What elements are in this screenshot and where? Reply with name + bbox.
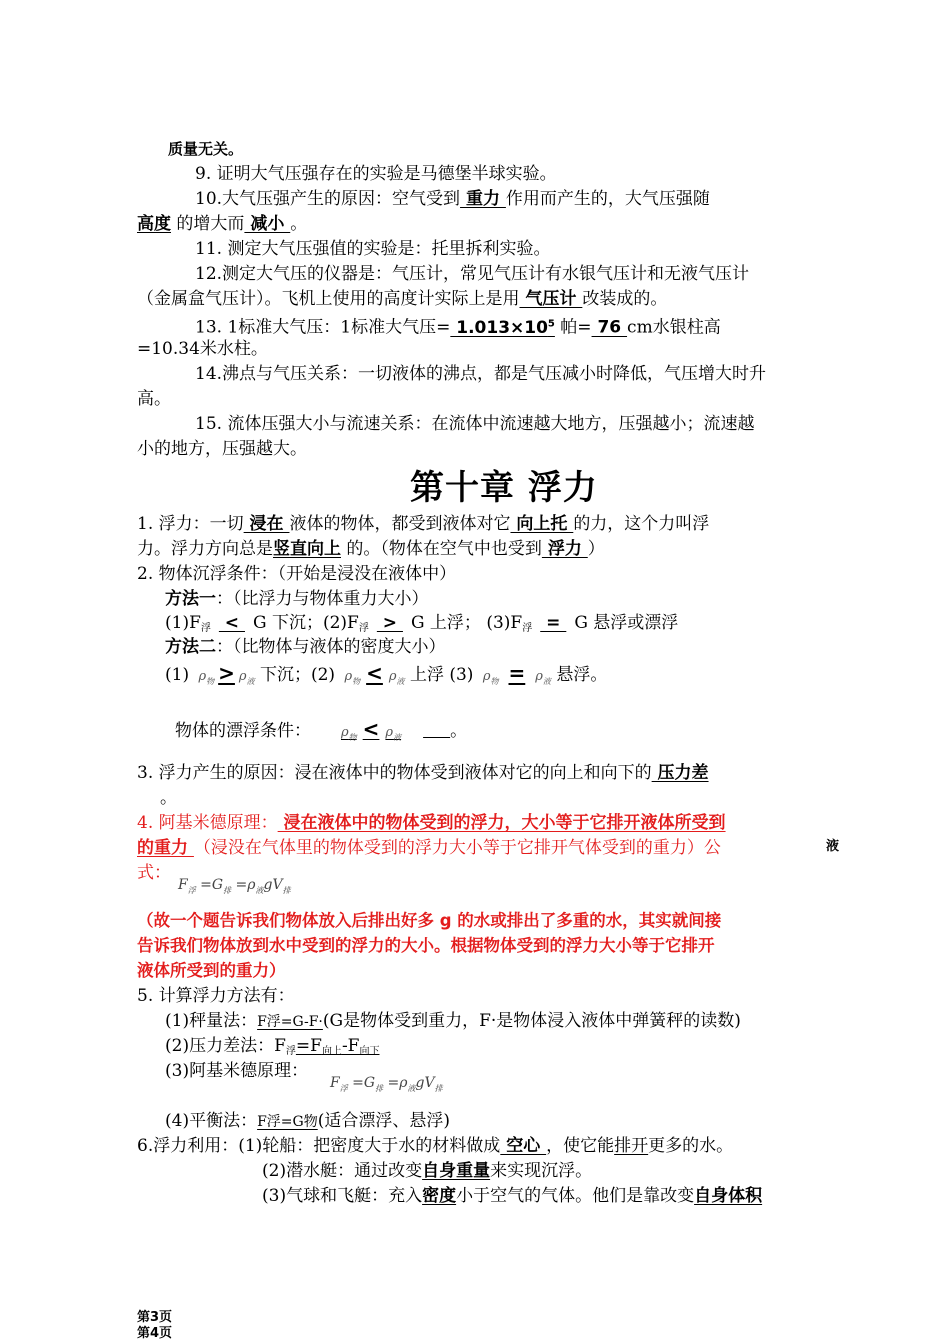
q4-line1: [137, 812, 726, 834]
item-9: 9. 证明大气压强存在的实验是马德堡半球实验。: [195, 164, 557, 184]
rho-object-3: [483, 669, 499, 684]
m1-sub3: 浮: [522, 623, 533, 634]
item-12-end: 改装成的。: [582, 289, 668, 309]
rho-sub-liquid: 液: [393, 733, 402, 742]
q6-text2: ，使它能: [546, 1136, 615, 1156]
item-10-text: 10.大气压强产生的原因：空气受到: [195, 189, 461, 209]
item-13-text: 13. 1标准大气压：1标准大气压=: [195, 317, 451, 338]
q5-m2-sub1: 浮: [285, 1046, 296, 1057]
formula-f: F: [178, 877, 188, 893]
formula-f: F: [330, 1075, 340, 1091]
answer-barometer: 气压计: [519, 289, 583, 309]
rho-symbol: ρ: [198, 669, 207, 684]
rho-liquid-3: [535, 669, 551, 684]
answer-displace: 排开: [614, 1136, 649, 1156]
q1-text: 1. 浮力：一切: [137, 514, 244, 534]
answer-atm-exponent: 5: [547, 318, 555, 329]
item-10-line2: [137, 213, 307, 235]
answer-rho-less: <: [366, 661, 383, 685]
rho-sub-object: 物: [206, 677, 215, 686]
item-13-text3: cm水银柱高: [627, 317, 721, 338]
q5-m2-f2: -F: [341, 1036, 360, 1056]
rho-sub-object: 物: [352, 677, 361, 686]
item-12-line2: [137, 288, 667, 310]
formula-sub-ye: 液: [255, 886, 264, 895]
q5-m4-formula: F浮=G物: [257, 1114, 318, 1130]
method1-label: 方法一: [165, 589, 216, 609]
q4-line2: [137, 837, 721, 859]
answer-buoyancy: 浮力: [541, 539, 588, 559]
q5-m2-sub2: 向上: [321, 1046, 342, 1057]
answer-self-weight: 自身重量: [422, 1161, 491, 1181]
q3-line1: [137, 762, 709, 784]
formula-sub-pai: 排: [434, 1084, 443, 1093]
q5-m4-label: (4)平衡法：: [165, 1111, 258, 1131]
answer-pressure-diff: 压力差: [651, 763, 709, 783]
q5-m2-label: (2)压力差法：F: [165, 1036, 286, 1056]
method2-label: 方法二: [165, 637, 216, 657]
rho-symbol: ρ: [482, 669, 491, 684]
q1-line1: [137, 513, 709, 535]
q5-m1-text: (G是物体受到重力，F·是物体浸入液体中弹簧秤的读数): [322, 1011, 741, 1031]
q1-end: ）: [587, 539, 605, 559]
answer-hollow: 空心: [500, 1136, 547, 1156]
rho-sub-liquid: 液: [246, 677, 255, 686]
answer-decrease: 减小: [244, 214, 291, 234]
answer-density: 密度: [422, 1186, 457, 1206]
q5-m2-formula: [296, 1036, 380, 1056]
q4-text2: （浸没在气体里的物体受到的浮力大小等于它排开气体受到的重力）公: [193, 838, 721, 858]
q1-text4: 力。浮力方向总是: [137, 539, 273, 559]
note-line2: 告诉我们物体放到水中受到的浮力的大小。根据物体受到的浮力大小等于它排开: [137, 936, 715, 955]
rho-object-float: [341, 725, 357, 740]
q4-text: 4. 阿基米德原理：: [137, 813, 278, 833]
formula-sub-fu: 浮: [187, 886, 196, 895]
answer-greater: >: [376, 613, 403, 633]
rho-symbol: ρ: [344, 669, 353, 684]
item-10-end: 。: [290, 214, 308, 234]
item-15-line1: 15. 流体压强大小与流速关系：在流体中流速越大地方，压强越小；流速越: [195, 414, 755, 434]
item-10-text2: 作用而产生的，大气压强随: [505, 189, 710, 209]
m1-sub2: 浮: [358, 623, 369, 634]
rho-symbol: ρ: [388, 669, 397, 684]
m1-f3: G 上浮； (3)F: [410, 613, 523, 633]
answer-less: <: [218, 613, 245, 633]
q4-line3: 式：: [137, 863, 171, 883]
formula-rho: =ρ: [387, 1075, 408, 1091]
float-end: 。: [450, 721, 468, 741]
formula-sub-pai: 排: [375, 1084, 384, 1093]
answer-rho-equal: =: [508, 661, 526, 685]
formula-rho: =ρ: [235, 877, 256, 893]
page-number-4: 第4页: [137, 1326, 173, 1341]
formula-sub-ye: 液: [407, 1084, 416, 1093]
answer-altitude: 高度: [137, 214, 171, 234]
answer-vertical-up: 竖直向上: [273, 539, 341, 559]
item-15-line2: 小的地方，压强越大。: [137, 439, 307, 459]
rho-liquid-float: [385, 725, 401, 740]
answer-atm-pa: [450, 318, 555, 338]
formula-gv: gV: [415, 1075, 435, 1091]
item-12-text: （金属盒气压计）。飞机上使用的高度计实际上是用: [137, 289, 520, 309]
rho-symbol: ρ: [535, 669, 543, 684]
m2-label4: 悬浮。: [550, 665, 608, 685]
q2-method2-items: [165, 662, 607, 693]
float-blank: [311, 717, 402, 742]
answer-equal: =: [540, 613, 567, 633]
formula-archimedes-1: [178, 874, 291, 902]
q3-text: 3. 浮力产生的原因：浸在液体中的物体受到液体对它的向上和向下的: [137, 763, 652, 783]
q2-method1: [165, 588, 429, 610]
item-10-text3: 的增大而: [171, 214, 245, 234]
answer-float-less: <: [362, 717, 380, 741]
q6-text: 6.浮力利用：(1)轮船：把密度大于水的材料做成: [137, 1136, 501, 1156]
rho-object-1: [199, 669, 215, 684]
answer-archimedes: 浸在液体中的物体受到的浮力，大小等于它排开液体所受到: [277, 813, 726, 833]
q1-line2: [137, 538, 605, 560]
formula-gv: gV: [263, 877, 283, 893]
item-14-line2: 高。: [137, 389, 171, 409]
q3-line2: 。: [160, 788, 177, 808]
answer-rho-greater: >: [218, 661, 235, 685]
float-condition-text: 物体的漂浮条件：: [175, 721, 311, 741]
item-10-line1: [195, 188, 710, 210]
item-14-line1: 14.沸点与气压关系：一切液体的沸点，都是气压减小时降低，气压增大时升: [195, 364, 767, 384]
note-line3: 液体所受到的重力）: [137, 961, 286, 980]
side-char: 液: [826, 839, 840, 854]
q1-text3: 的力，这个力叫浮: [573, 514, 710, 534]
answer-atm-cm: 76: [591, 317, 628, 338]
q5-title: 5. 计算浮力方法有：: [137, 986, 295, 1006]
page-number-3: 第3页: [137, 1310, 173, 1325]
q5-m2-sub3: 向下: [359, 1046, 380, 1057]
float-condition: [175, 718, 467, 749]
q1-text5: 的。（物体在空气中也受到: [341, 539, 542, 559]
rho-sub-liquid: 液: [396, 677, 405, 686]
q5-method1: [165, 1010, 741, 1033]
item-13-text2: 帕=: [554, 317, 592, 338]
q6-line1: [137, 1135, 733, 1157]
q5-m4-text: (适合漂浮、悬浮): [317, 1111, 450, 1131]
answer-archimedes-end: 的重力: [137, 838, 194, 858]
formula-g: =G: [200, 877, 224, 893]
note-line1: （故一个题告诉我们物体放入后排出好多 g 的水或排出了多重的水，其实就间接: [137, 911, 722, 930]
formula-sub-pai: 排: [282, 886, 291, 895]
m1-f1: (1)F: [165, 613, 201, 633]
q6-text3: 更多的水。: [648, 1136, 734, 1156]
formula-g: =G: [352, 1075, 376, 1091]
q5-m1-formula: F浮=G-F·: [257, 1014, 323, 1030]
q6-line3: [262, 1185, 762, 1207]
q6-text6: (3)气球和飞艇：充入: [262, 1186, 423, 1206]
method1-text: ：（比浮力与物体重力大小）: [216, 589, 429, 609]
m2-label2: 下沉；(2): [254, 665, 336, 685]
item-12-line1: 12.测定大气压的仪器是：气压计，常见气压计有水银气压计和无液气压计: [195, 264, 750, 284]
m1-f4: G 悬浮或漂浮: [574, 613, 679, 633]
m2-label1: (1): [165, 665, 190, 685]
q5-method4: [165, 1110, 450, 1133]
formula-sub-pai: 排: [223, 886, 232, 895]
m1-f2: G 下沉；(2)F: [252, 613, 359, 633]
q5-method3: (3)阿基米德原理：: [165, 1061, 309, 1081]
rho-liquid-2: [389, 669, 405, 684]
q5-method2: [165, 1035, 379, 1063]
formula-sub-fu: 浮: [339, 1084, 348, 1093]
q2-title: 2. 物体沉浮条件：（开始是浸没在液体中）: [137, 564, 457, 584]
q5-m1-label: (1)秤量法：: [165, 1011, 258, 1031]
rho-object-2: [344, 669, 360, 684]
rho-sub-object: 物: [490, 677, 499, 686]
rho-symbol: ρ: [341, 725, 349, 740]
m2-label3: 上浮 (3): [404, 665, 474, 685]
answer-self-volume: 自身体积: [694, 1186, 763, 1206]
answer-atm-pa-value: 1.013×10: [450, 317, 548, 338]
rho-symbol: ρ: [385, 725, 394, 740]
rho-sub-object: 物: [348, 733, 357, 742]
item-13-line1: [195, 313, 721, 339]
answer-immersed: 浸在: [243, 514, 290, 534]
formula-archimedes-2: [330, 1072, 443, 1100]
q6-text5: 来实现沉浮。: [490, 1161, 593, 1181]
chapter-title: 第十章 浮力: [410, 468, 598, 508]
answer-upward-push: 向上托: [510, 514, 574, 534]
q2-method2: [165, 636, 446, 658]
m1-sub1: 浮: [200, 623, 211, 634]
answer-gravity: 重力: [460, 189, 506, 209]
rho-symbol: ρ: [238, 669, 247, 684]
method2-text: ：（比物体与液体的密度大小）: [216, 637, 446, 657]
q6-line2: [262, 1160, 592, 1182]
q6-text7: 小于空气的气体。他们是靠改变: [456, 1186, 695, 1206]
q5-m2-f1: =F: [295, 1036, 322, 1056]
item-11: 11. 测定大气压强值的实验是：托里拆利实验。: [195, 239, 551, 259]
item-13-line2: =10.34米水柱。: [137, 339, 268, 359]
rho-sub-liquid: 液: [542, 677, 551, 686]
q6-text4: (2)潜水艇：通过改变: [262, 1161, 423, 1181]
q1-text2: 液体的物体，都受到液体对它: [289, 514, 511, 534]
text-mass-unrelated: 质量无关。: [168, 140, 244, 158]
rho-liquid-1: [239, 669, 255, 684]
